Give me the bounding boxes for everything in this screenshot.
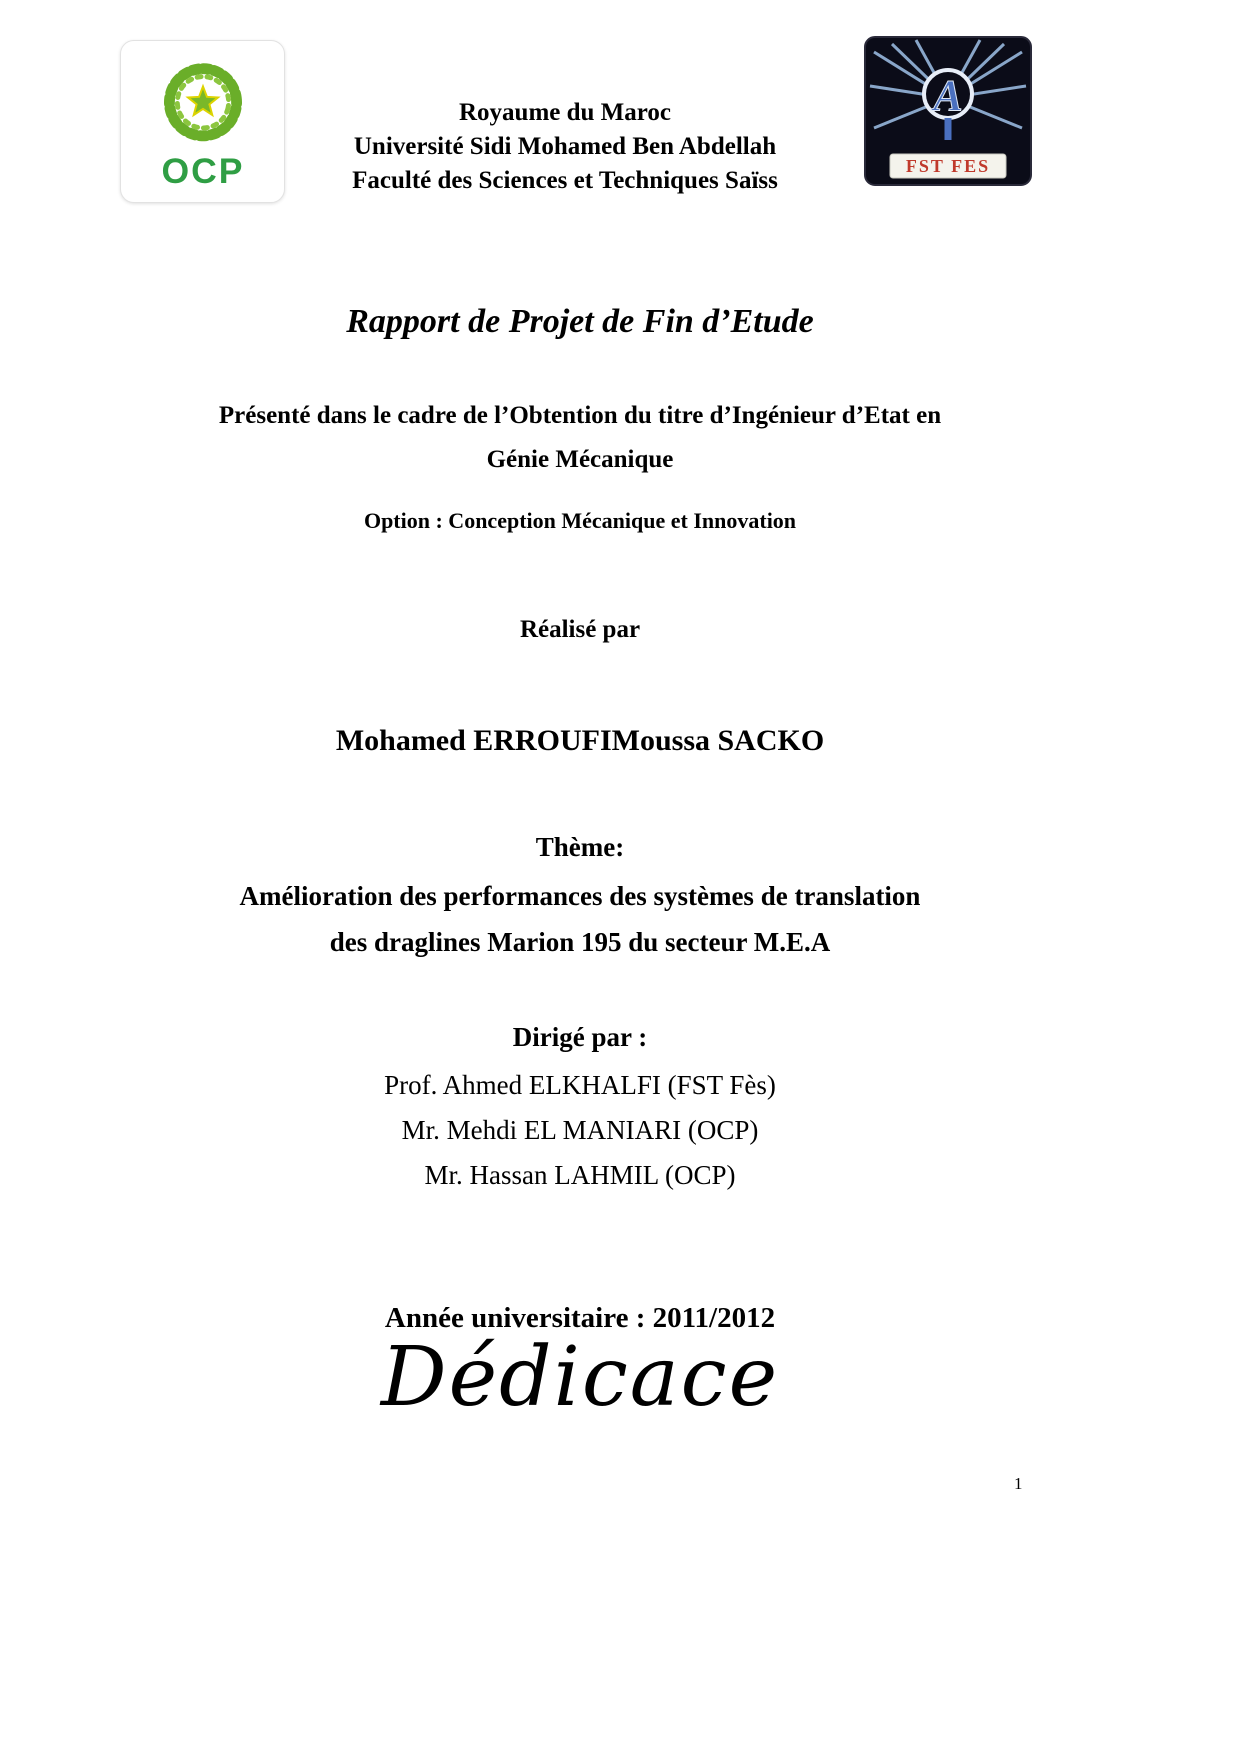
supervisor-3: Mr. Hassan LAHMIL (OCP): [424, 1160, 736, 1190]
annee-universitaire: Année universitaire : 2011/2012: [384, 1302, 776, 1334]
dirige-par-label: Dirigé par :: [512, 1022, 648, 1052]
theme-label: Thème:: [535, 832, 625, 862]
institution-line-faculty: Faculté des Sciences et Techniques Saïss: [352, 167, 778, 194]
authors-names: Mohamed ERROUFIMoussa SACKO: [335, 724, 825, 757]
fst-logo: [864, 36, 1032, 186]
institution-line-country: Royaume du Maroc: [458, 99, 672, 126]
theme-title: [0, 873, 1160, 965]
supervisors-list: [0, 1063, 1160, 1198]
supervisor-2: Mr. Mehdi EL MANIARI (OCP): [401, 1115, 759, 1145]
svg-text:A: A: [933, 71, 963, 120]
ocp-logo: [120, 40, 285, 203]
ocp-wordmark: OCP: [161, 150, 244, 191]
ocp-star-icon: [187, 86, 217, 115]
subtitle-line-2: Génie Mécanique: [486, 446, 674, 473]
theme-line-2: des draglines Marion 195 du secteur M.E.A: [329, 927, 831, 957]
page-number: 1: [1014, 1474, 1023, 1493]
realise-par-label: Réalisé par: [519, 616, 641, 643]
dedicace-heading: Dédicace: [380, 1330, 780, 1425]
institution-header: [280, 96, 850, 198]
supervisor-1: Prof. Ahmed ELKHALFI (FST Fès): [384, 1070, 776, 1100]
theme-line-1: Amélioration des performances des systèmes de translation: [239, 881, 921, 911]
fst-wordmark: FST FES: [905, 156, 991, 176]
fst-logo-icon: [864, 36, 1032, 186]
report-title: Rapport de Projet de Fin d’Etude: [346, 303, 814, 340]
report-subtitle: [0, 394, 1160, 482]
institution-line-university: Université Sidi Mohamed Ben Abdellah: [353, 133, 777, 160]
subtitle-line-1: Présenté dans le cadre de l’Obtention du titre d’Ingénieur d’Etat en: [218, 402, 942, 429]
ocp-logo-icon: [123, 43, 283, 201]
option-line: Option : Conception Mécanique et Innovation: [363, 508, 797, 533]
